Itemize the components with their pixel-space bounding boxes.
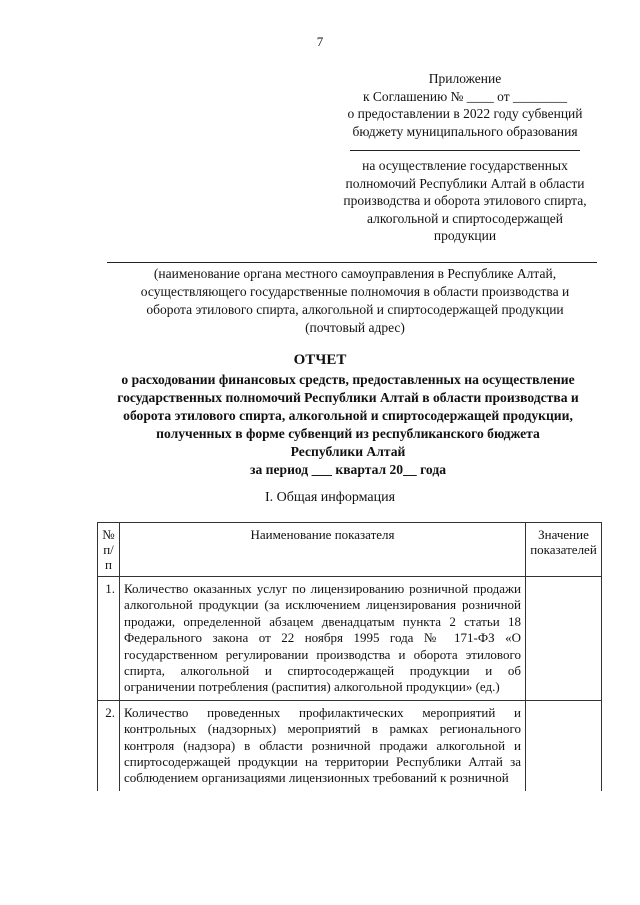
row-number: 2. [98, 700, 120, 791]
appendix-line: Приложение [428, 71, 502, 86]
appendix-line: алкогольной и спиртосодержащей [366, 210, 564, 226]
report-subtitle-line: государственных полномочий Республики Алтай в области производства и [117, 390, 579, 405]
table-row [98, 700, 602, 791]
appendix-header [300, 70, 630, 245]
appendix-line: производства и оборота этилового спирта, [343, 193, 587, 208]
org-caption-line: оборота этилового спирта, алкогольной и спиртосодержащей продукции [146, 302, 564, 317]
general-info-table [97, 522, 602, 791]
header-number: № п/п [98, 523, 120, 577]
appendix-line: бюджету муниципального образования [352, 123, 578, 139]
table-header-row [98, 523, 602, 577]
row-number: 1. [98, 577, 120, 701]
org-caption-line: (почтовый адрес) [305, 320, 405, 335]
appendix-line: о предоставлении в 2022 году субвенций [347, 106, 583, 121]
row-indicator-text: Количество проведенных профилактических мероприятий и контрольных (надзорных) мероприятий в рамках регионального контроля (надзора) в области розничной продажи алкогольной и спиртосодержащей продукции на территории Республики Алтай за соблюдением организациями лицензионных требований к розничной [120, 700, 526, 791]
report-subtitle-line: оборота этилового спирта, алкогольной и спиртосодержащей продукции, [123, 408, 573, 423]
appendix-line: на осуществление государственных [362, 158, 568, 173]
row-value-cell[interactable] [526, 577, 602, 701]
organization-caption [105, 265, 605, 337]
appendix-line: к Соглашению № ____ от ________ [362, 88, 568, 104]
appendix-line: продукции [433, 228, 497, 243]
report-subtitle-line: полученных в форме субвенций из республиканского бюджета [156, 426, 540, 441]
organization-blank-line [107, 262, 597, 263]
report-title: ОТЧЕТ [293, 352, 347, 368]
section-title: I. Общая информация [264, 490, 396, 505]
page-number: 7 [316, 34, 324, 49]
org-caption-line: (наименование органа местного самоуправления в Республике Алтай, [153, 266, 557, 281]
org-caption-line: осуществляющего государственные полномочия в области производства и [140, 284, 570, 299]
appendix-line: полномочий Республики Алтай в области [345, 175, 585, 191]
header-indicator-value: Значение показателей [526, 523, 602, 577]
row-value-cell[interactable] [526, 700, 602, 791]
row-indicator-text: Количество оказанных услуг по лицензированию розничной продажи алкогольной продукции (за исключением лицензирования розничной продажи, определенной абзацем двенадцатым пункта 2 статьи 18 Федерального закона от 22 ноября 1995 года № 171-ФЗ «О государственном регулировании производства и оборота этилового спирта, алкогольной и спиртосодержащей продукции и об ограничении потребления (распития) алкогольной продукции» (ед.) [120, 577, 526, 701]
header-indicator-name: Наименование показателя [120, 523, 526, 577]
report-subtitle [88, 371, 608, 479]
report-subtitle-line: Республики Алтай [290, 444, 406, 459]
report-period: за период ___ квартал 20__ года [249, 462, 447, 477]
table-row [98, 577, 602, 701]
municipality-blank-line [350, 150, 580, 151]
report-subtitle-line: о расходовании финансовых средств, предоставленных на осуществление [121, 372, 575, 387]
